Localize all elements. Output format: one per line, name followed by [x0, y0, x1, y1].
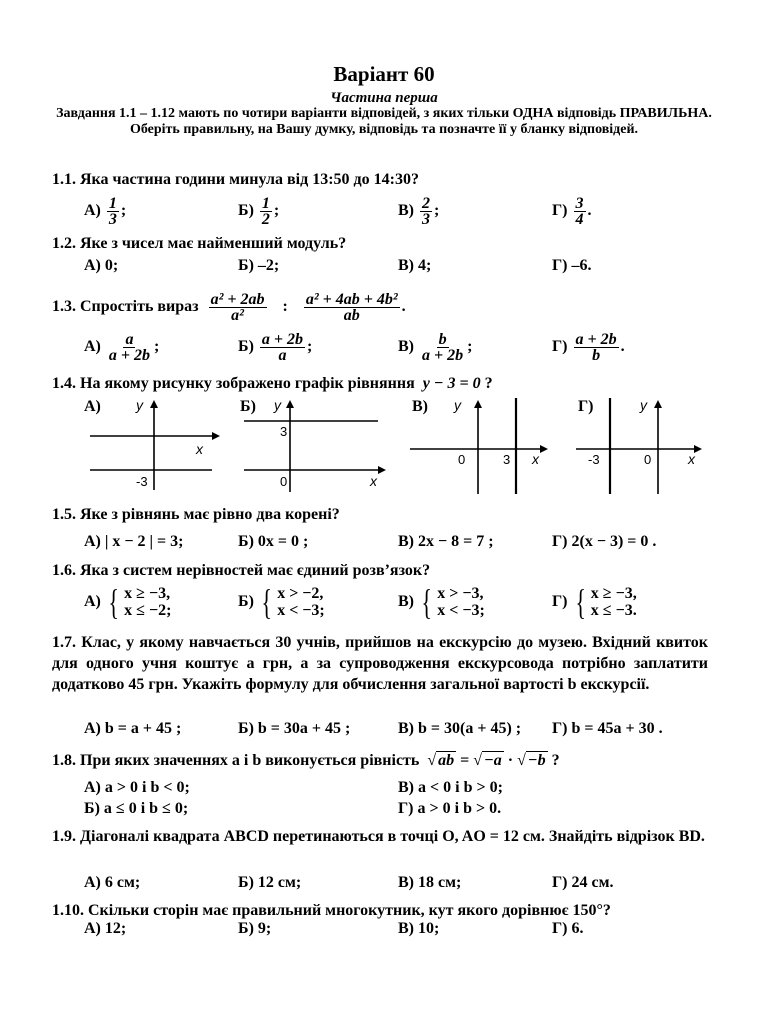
question-number: 1.10.: [52, 902, 84, 919]
answer-1-10-b: Б) 9;: [238, 920, 272, 937]
section-subtitle: Частина перша: [330, 90, 438, 106]
answer-1-9-c: В) 18 см;: [398, 874, 462, 891]
answer-1-3-d: Г) $\frac{a + 2b}{b}$ .: [552, 331, 625, 364]
question-1-7: [52, 632, 708, 695]
y-axis-arrow: [286, 400, 294, 408]
answer-1-10-c: В) 10;: [398, 920, 440, 937]
question-1-6: [52, 562, 430, 580]
answer-1-9-a: А) 6 см;: [84, 874, 141, 891]
answer-1-5-b: Б) 0x = 0 ;: [238, 533, 309, 550]
graph-c-label: В): [412, 398, 428, 415]
graph-b-label: Б): [240, 398, 256, 415]
graph-d-label: Г): [578, 398, 594, 415]
question-text: Яке з рівнянь має рівно два корені?: [80, 506, 340, 523]
x-axis-arrow: [694, 445, 702, 453]
mark-label: -3: [588, 452, 600, 467]
origin-label: 0: [280, 474, 288, 489]
x-axis-label: x: [196, 441, 203, 457]
answer-1-7-a: А) b = a + 45 ;: [84, 720, 182, 737]
answer-1-7-b: Б) b = 30a + 45 ;: [238, 720, 351, 737]
mark-label: 3: [503, 452, 511, 467]
origin-label: 0: [458, 452, 466, 467]
answer-1-8-d: Г) a > 0 і b > 0.: [398, 800, 502, 817]
answer-1-5-a: А) | x − 2 | = 3;: [84, 533, 184, 550]
instructions: Завдання 1.1 – 1.12 мають по чотири варіанти відповідей, з яких тільки ОДНА відповідь ПРАВИЛЬНА. Оберіть правильну, на Вашу думку, відповідь та позначте її у бланку відповідей.: [56, 106, 712, 137]
question-text: Яке з чисел має найменший модуль?: [80, 235, 347, 252]
answer-1-2-a: А) 0;: [84, 257, 119, 274]
answer-1-5-c: В) 2x − 8 = 7 ;: [398, 533, 494, 550]
answer-1-8-a: А) a > 0 і b < 0;: [84, 779, 190, 796]
answer-1-2-d: Г) –6.: [552, 257, 592, 274]
answer-1-7-d: Г) b = 45a + 30 .: [552, 720, 663, 737]
page-title: Варіант 60: [333, 62, 435, 86]
answer-1-3-a: А) $\frac{a}{a + 2b}$ ;: [84, 331, 160, 364]
answer-1-8-b: Б) a ≤ 0 і b ≤ 0;: [84, 800, 189, 817]
question-text: На якому рисунку зображено графік рівняння: [80, 375, 415, 392]
question-text: Яка з систем нерівностей має єдиний розв’язок?: [80, 562, 431, 579]
answer-1-2-b: Б) –2;: [238, 257, 280, 274]
question-text: При яких значеннях a і b виконується рівність: [80, 752, 420, 769]
question-1-2: [52, 235, 346, 253]
origin-label: 0: [644, 452, 652, 467]
answer-1-10-d: Г) 6.: [552, 920, 584, 937]
equation: y − 3 = 0: [422, 375, 481, 392]
x-axis-arrow: [212, 432, 220, 440]
answer-1-1-a: А) $\frac{1}{3}$ ;: [84, 195, 127, 228]
answer-1-6-b: Б) { x > −2, x < −3;: [238, 582, 325, 622]
y-axis-label: y: [640, 397, 647, 413]
question-1-10: [52, 902, 611, 920]
question-1-1: [52, 171, 419, 189]
question-text: Діагоналі квадрата ABCD перетинаються в точці O, AO = 12 см. Знайдіть відрізок BD.: [80, 828, 705, 845]
answer-1-10-a: А) 12;: [84, 920, 127, 937]
answer-1-1-b: Б) $\frac{1}{2}$ ;: [238, 195, 280, 228]
x-axis-label: x: [370, 473, 377, 489]
question-text: Спростіть вираз: [80, 298, 199, 316]
graph-c: [406, 394, 556, 494]
x-axis-label: x: [688, 451, 695, 467]
answer-1-1-d: Г) $\frac{3}{4}$ .: [552, 195, 592, 228]
y-axis-label: y: [136, 397, 143, 413]
question-number: 1.7.: [52, 634, 76, 651]
graph-a-label: А): [84, 398, 101, 415]
y-axis-arrow: [654, 400, 662, 408]
graph-d: [572, 394, 712, 494]
question-1-4: 1.4. На якому рисунку зображено графік рівняння y − 3 = 0 ?: [52, 375, 493, 392]
x-axis-arrow: [378, 466, 386, 474]
answer-1-8-c: В) a < 0 і b > 0;: [398, 779, 503, 796]
question-number: 1.3.: [52, 298, 76, 316]
y-axis-arrow: [474, 400, 482, 408]
graph-a: [84, 394, 224, 494]
question-text: Клас, у якому навчається 30 учнів, прийшов на екскурсію до музею. Вхідний квиток для одного учня коштує a грн, а за супроводження екскурсовода потрібно заплатити додатково 45 грн. Укажіть формулу для обчислення загальної вартості b екскурсії.: [52, 634, 709, 693]
question-1-5: [52, 506, 340, 524]
answer-1-6-a: А) { x ≥ −3, x ≤ −2;: [84, 582, 172, 622]
mark-label: -3: [136, 474, 148, 489]
answer-1-9-b: Б) 12 см;: [238, 874, 302, 891]
answer-1-1-c: В) $\frac{2}{3}$ ;: [398, 195, 440, 228]
answer-1-6-c: В) { x > −3, x < −3;: [398, 582, 485, 622]
question-number: 1.5.: [52, 506, 76, 523]
question-number: 1.4.: [52, 375, 76, 392]
question-number: 1.1.: [52, 171, 76, 188]
question-1-9: [52, 826, 708, 847]
question-number: 1.9.: [52, 828, 76, 845]
graph-b: [240, 394, 390, 494]
y-axis-label: y: [454, 397, 461, 413]
x-axis-label: x: [532, 451, 539, 467]
question-number: 1.8.: [52, 752, 76, 769]
question-number: 1.6.: [52, 562, 76, 579]
question-number: 1.2.: [52, 235, 76, 252]
answer-1-3-b: Б) $\frac{a + 2b}{a}$ ;: [238, 331, 313, 364]
question-text: Скільки сторін має правильний многокутник, кут якого дорівнює 150°?: [88, 902, 611, 919]
question-1-8: 1.8. При яких значеннях a і b виконується рівність √ ab = √ −a · √ −b ?: [52, 752, 560, 769]
answer-1-3-c: В) $\frac{b}{a + 2b}$ ;: [398, 331, 473, 364]
answer-1-9-d: Г) 24 см.: [552, 874, 614, 891]
mark-label: 3: [280, 424, 288, 439]
y-axis-arrow: [150, 400, 158, 408]
y-axis-label: y: [274, 397, 281, 413]
answer-1-6-d: Г) { x ≥ −3, x ≤ −3.: [552, 582, 637, 622]
answer-1-2-c: В) 4;: [398, 257, 432, 274]
question-text: Яка частина години минула від 13:50 до 14:30?: [80, 171, 419, 188]
answer-1-5-d: Г) 2(x − 3) = 0 .: [552, 533, 657, 550]
x-axis-arrow: [540, 445, 548, 453]
question-1-3: 1.3. Спростіть вираз $\frac{\text{a² + 2ab}}{\text{a²}}$ : $\frac{\text{a² + 4ab + 4b²}}{ab}$ .: [52, 291, 406, 324]
answer-1-7-c: В) b = 30(a + 45) ;: [398, 720, 522, 737]
